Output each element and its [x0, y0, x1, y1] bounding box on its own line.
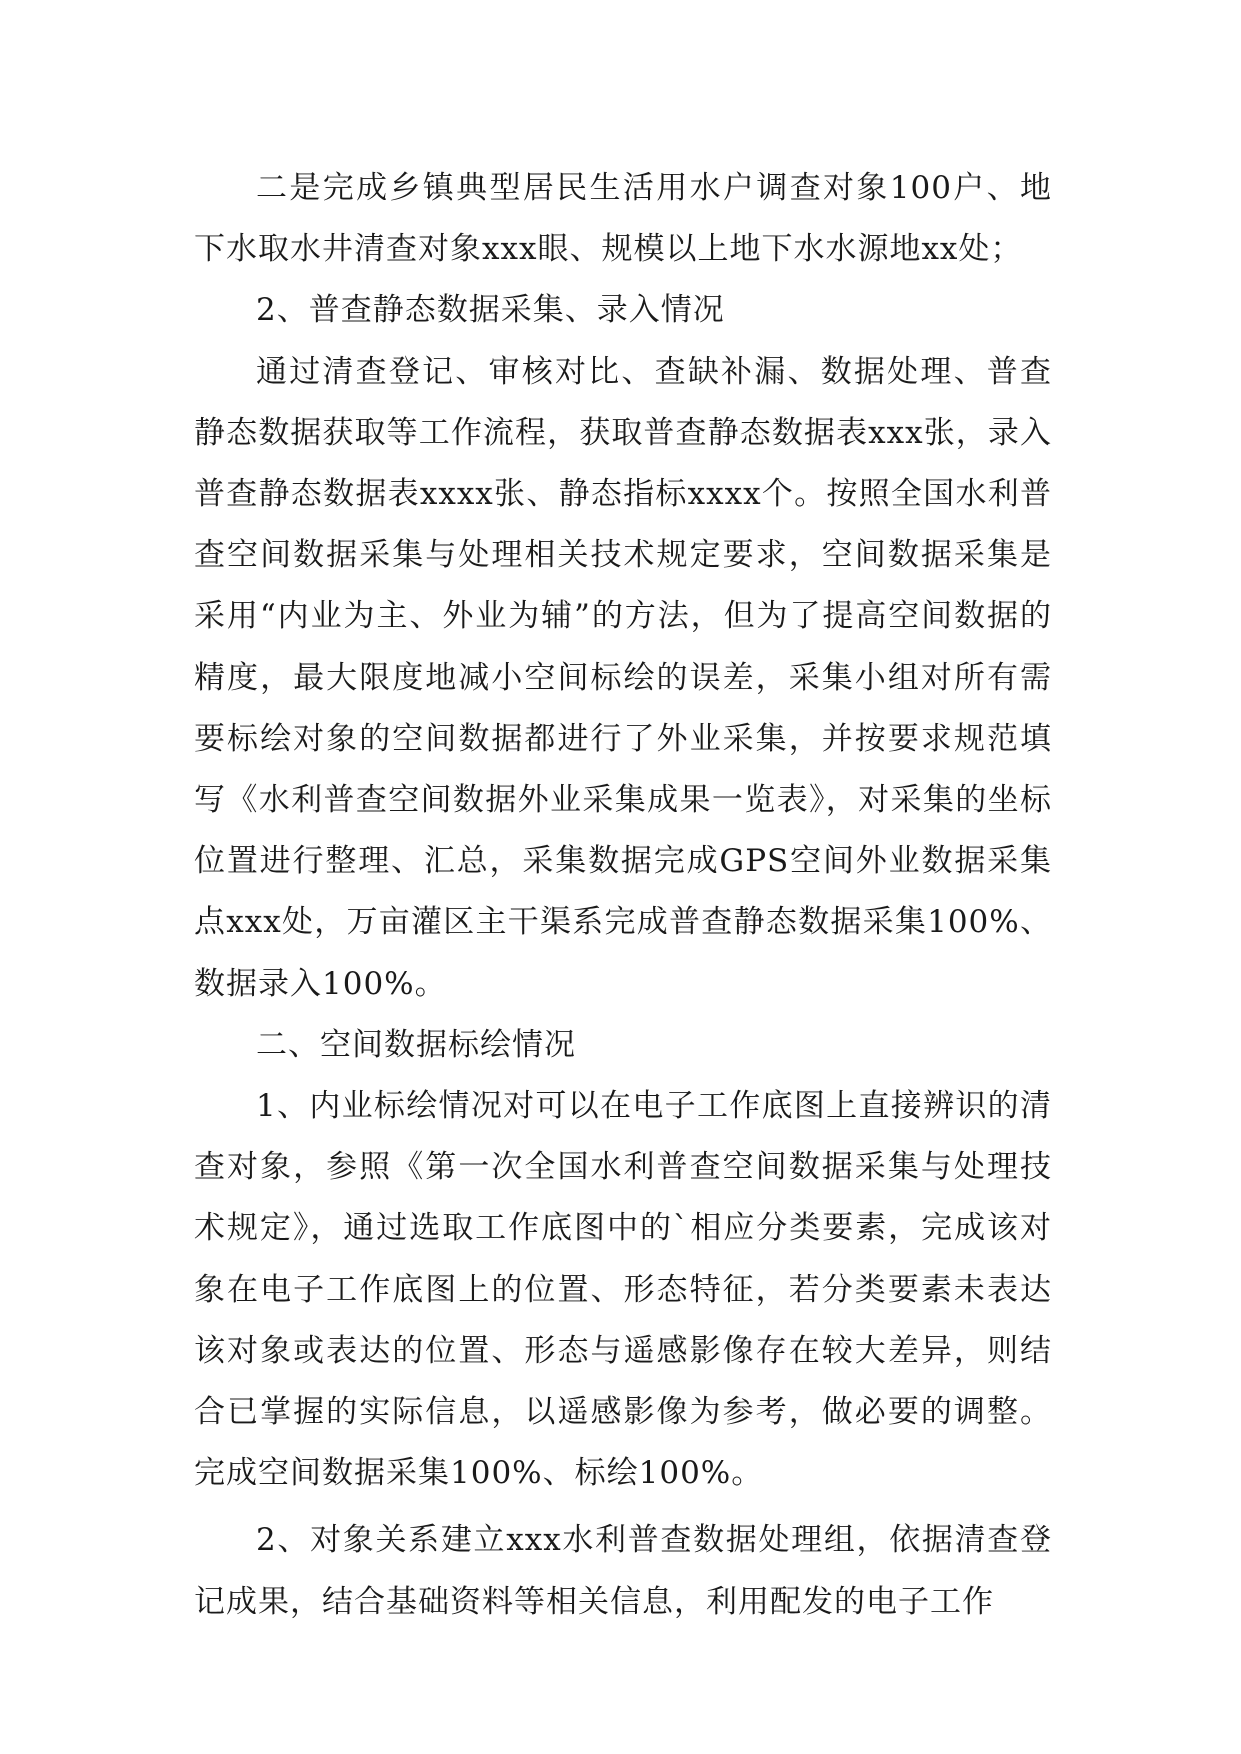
paragraph-static-data-process: 通过清查登记、审核对比、查缺补漏、数据处理、普查静态数据获取等工作流程，获取普查静态数据表xxx张，录入普查静态数据表xxxx张、静态指标xxxx个。按照全国水利普查空间数据采集与处理相关技术规定要求，空间数据采集是采用“内业为主、外业为辅”的方法，但为了提高空间数据的精度，最大限度地减小空间标绘的误差，采集小组对所有需要标绘对象的空间数据都进行了外业采集，并按要求规范填写《水利普查空间数据外业采集成果一览表》，对采集的坐标位置进行整理、汇总，采集数据完成GPS空间外业数据采集点xxx处，万亩灌区主干渠系完成普查静态数据采集100%、数据录入100%。 — [194, 353, 1052, 1002]
heading-static-data-collection: 2、普查静态数据采集、录入情况 — [256, 292, 725, 329]
heading-spatial-data-plotting: 二、空间数据标绘情况 — [256, 1026, 576, 1063]
document-page — [194, 158, 1052, 1633]
paragraph-object-relations: 2、对象关系建立xxx水利普查数据处理组，依据清查登记成果，结合基础资料等相关信息，利用配发的电子工作 — [194, 1522, 1052, 1620]
paragraph-indoor-plotting: 1、内业标绘情况对可以在电子工作底图上直接辨识的清查对象，参照《第一次全国水利普查空间数据采集与处理技术规定》，通过选取工作底图中的`相应分类要素，完成该对象在电子工作底图上的位置、形态特征，若分类要素未表达该对象或表达的位置、形态与遥感影像存在较大差异，则结合已掌握的实际信息，以遥感影像为参考，做必要的调整。完成空间数据采集100%、标绘100%。 — [194, 1088, 1052, 1492]
paragraph-survey-targets: 二是完成乡镇典型居民生活用水户调查对象100户、地下水取水井清查对象xxx眼、规模以上地下水水源地xx处； — [194, 170, 1052, 268]
